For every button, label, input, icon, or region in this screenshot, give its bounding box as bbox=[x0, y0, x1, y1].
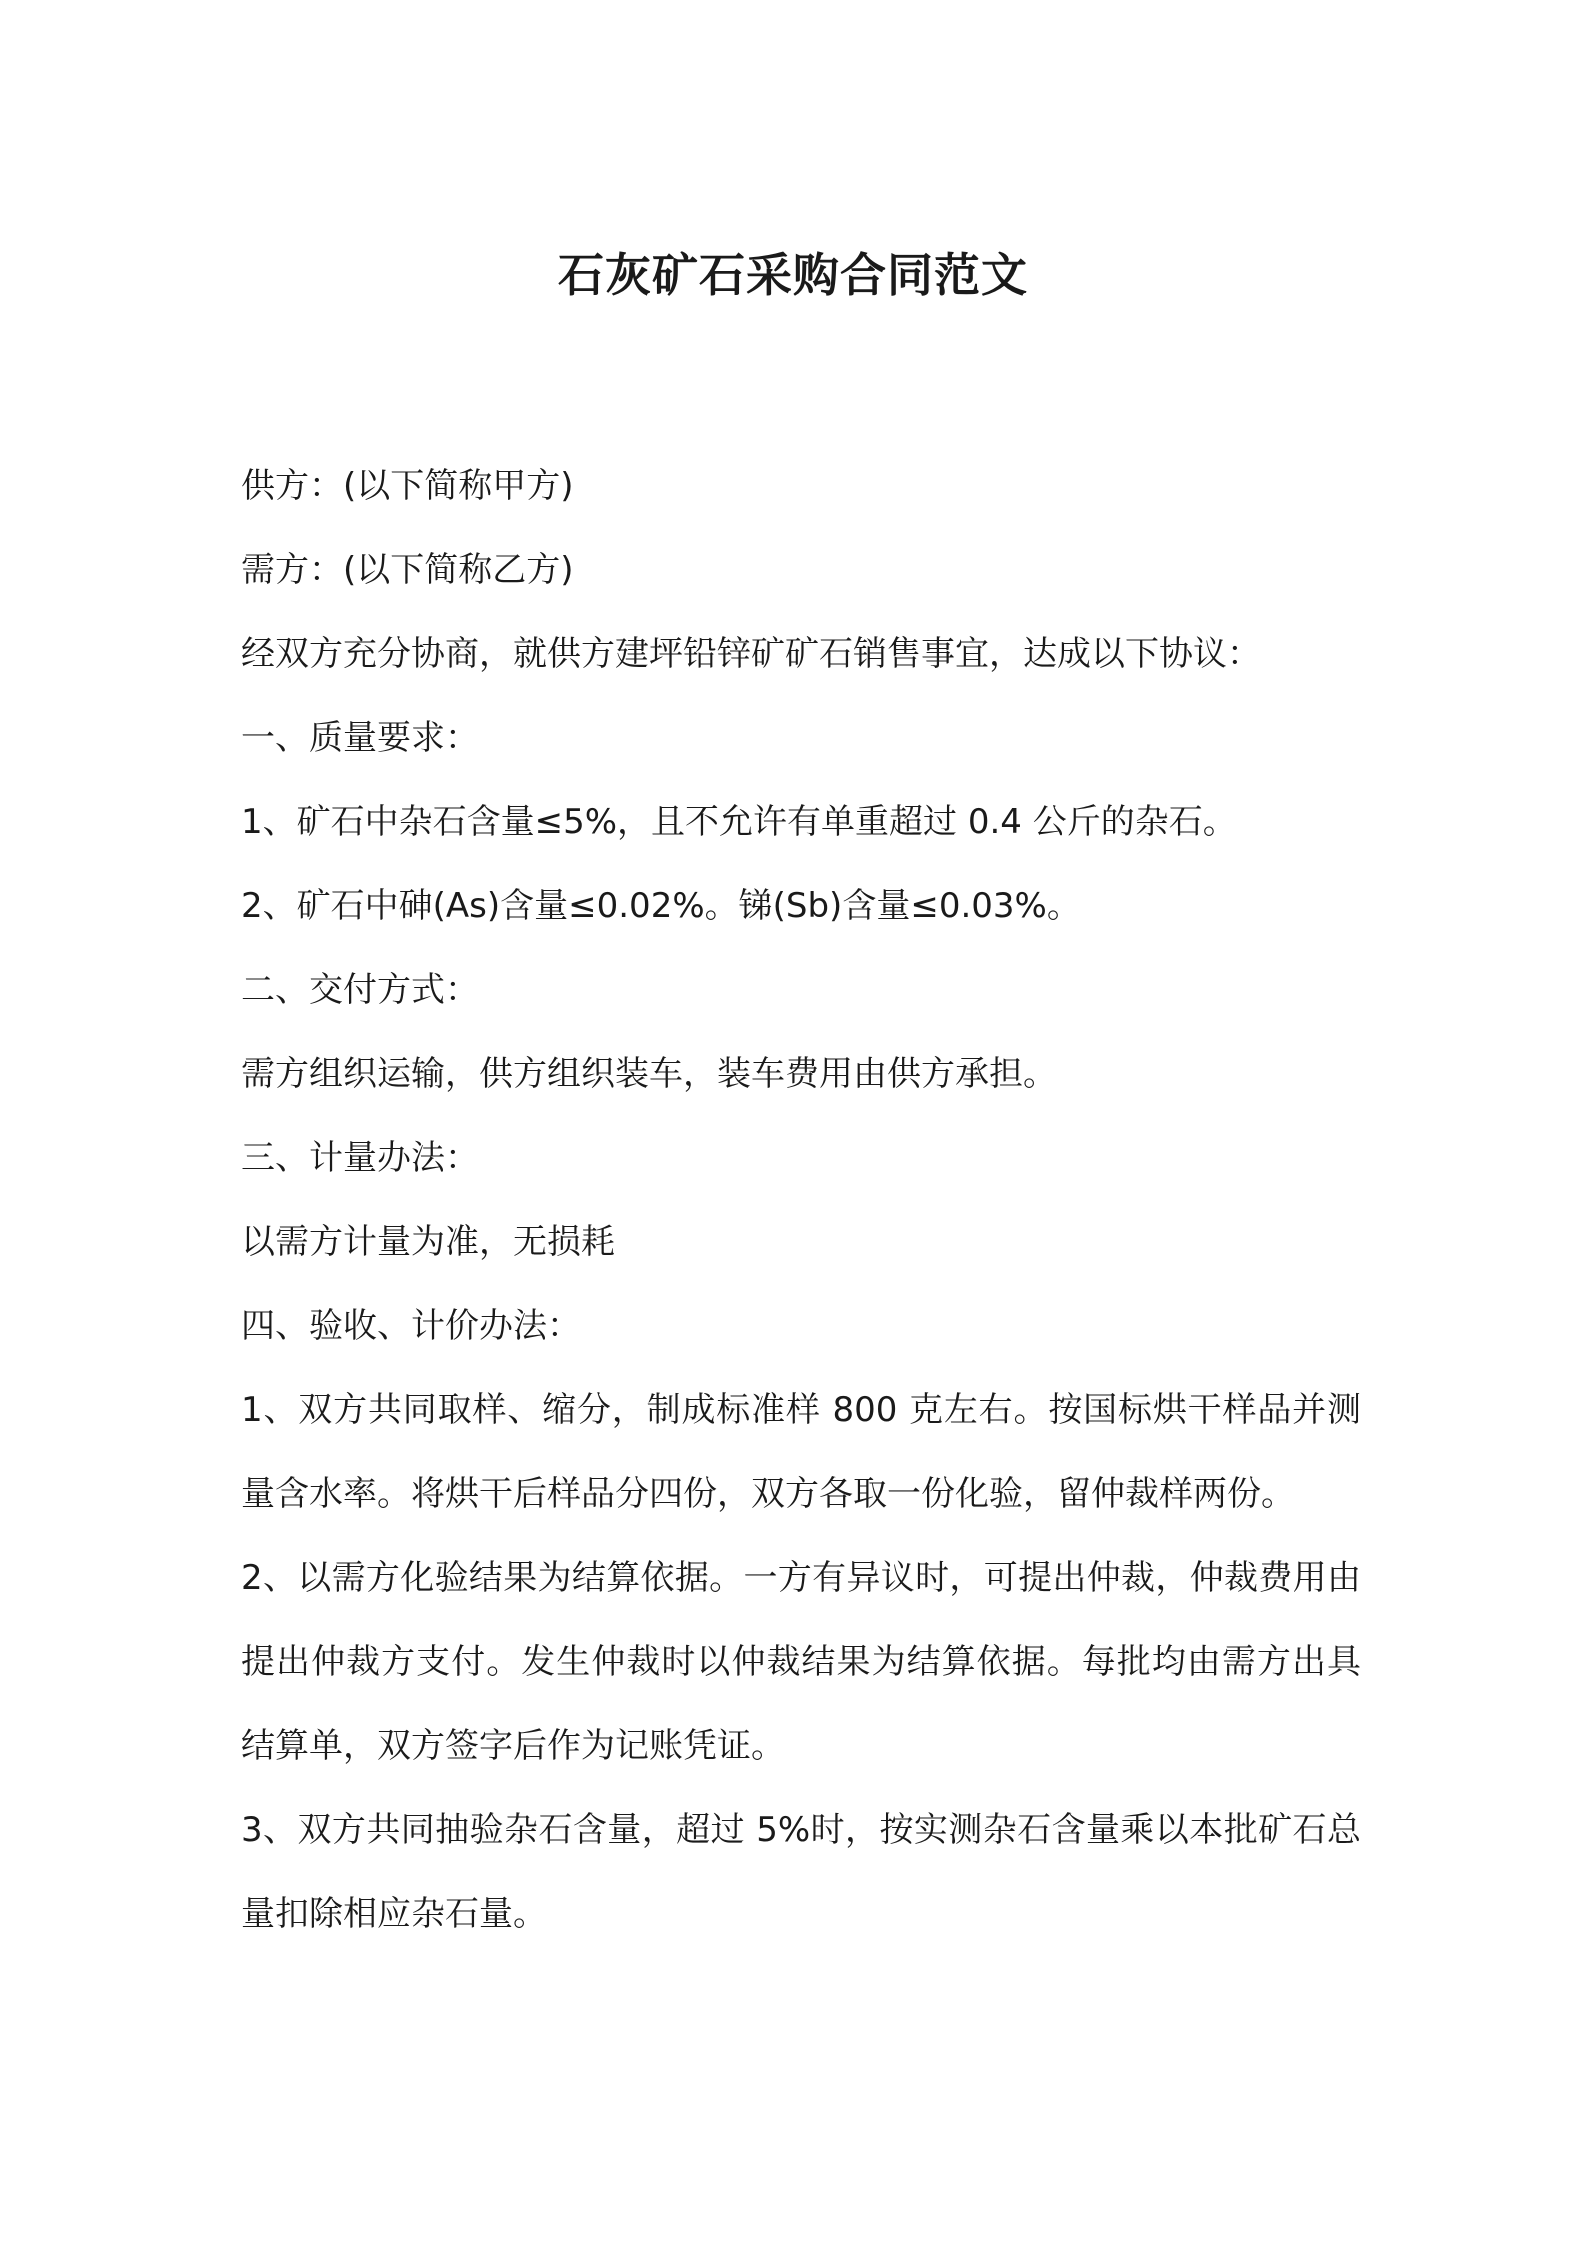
agreement-intro: 经双方充分协商，就供方建坪铅锌矿矿石销售事宜，达成以下协议： bbox=[241, 634, 1261, 674]
document-body bbox=[241, 444, 1361, 1956]
buyer-line: 需方：(以下简称乙方) bbox=[241, 550, 574, 590]
section-heading-acceptance: 四、验收、计价办法： bbox=[241, 1306, 581, 1346]
quality-clause-1: 1、矿石中杂石含量≤5%，且不允许有单重超过 0.4 公斤的杂石。 bbox=[241, 802, 1237, 842]
acceptance-clause-3: 3、双方共同抽验杂石含量，超过 5%时，按实测杂石含量乘以本批矿石总量扣除相应杂石量。 bbox=[241, 1810, 1361, 1934]
quality-clause-2: 2、矿石中砷(As)含量≤0.02%。锑(Sb)含量≤0.03%。 bbox=[241, 886, 1081, 926]
delivery-clause: 需方组织运输，供方组织装车，装车费用由供方承担。 bbox=[241, 1054, 1057, 1094]
document-title: 石灰矿石采购合同范文 bbox=[558, 247, 1028, 302]
supplier-line: 供方：(以下简称甲方) bbox=[241, 466, 574, 506]
acceptance-clause-1: 1、双方共同取样、缩分，制成标准样 800 克左右。按国标烘干样品并测量含水率。将烘干后样品分四份，双方各取一份化验，留仲裁样两份。 bbox=[241, 1390, 1361, 1514]
acceptance-clause-2: 2、以需方化验结果为结算依据。一方有异议时，可提出仲裁，仲裁费用由提出仲裁方支付。发生仲裁时以仲裁结果为结算依据。每批均由需方出具结算单，双方签字后作为记账凭证。 bbox=[241, 1558, 1361, 1766]
section-heading-measurement: 三、计量办法： bbox=[241, 1138, 479, 1178]
section-heading-delivery: 二、交付方式： bbox=[241, 970, 479, 1010]
measurement-clause: 以需方计量为准，无损耗 bbox=[241, 1222, 615, 1262]
section-heading-quality: 一、质量要求： bbox=[241, 718, 479, 758]
